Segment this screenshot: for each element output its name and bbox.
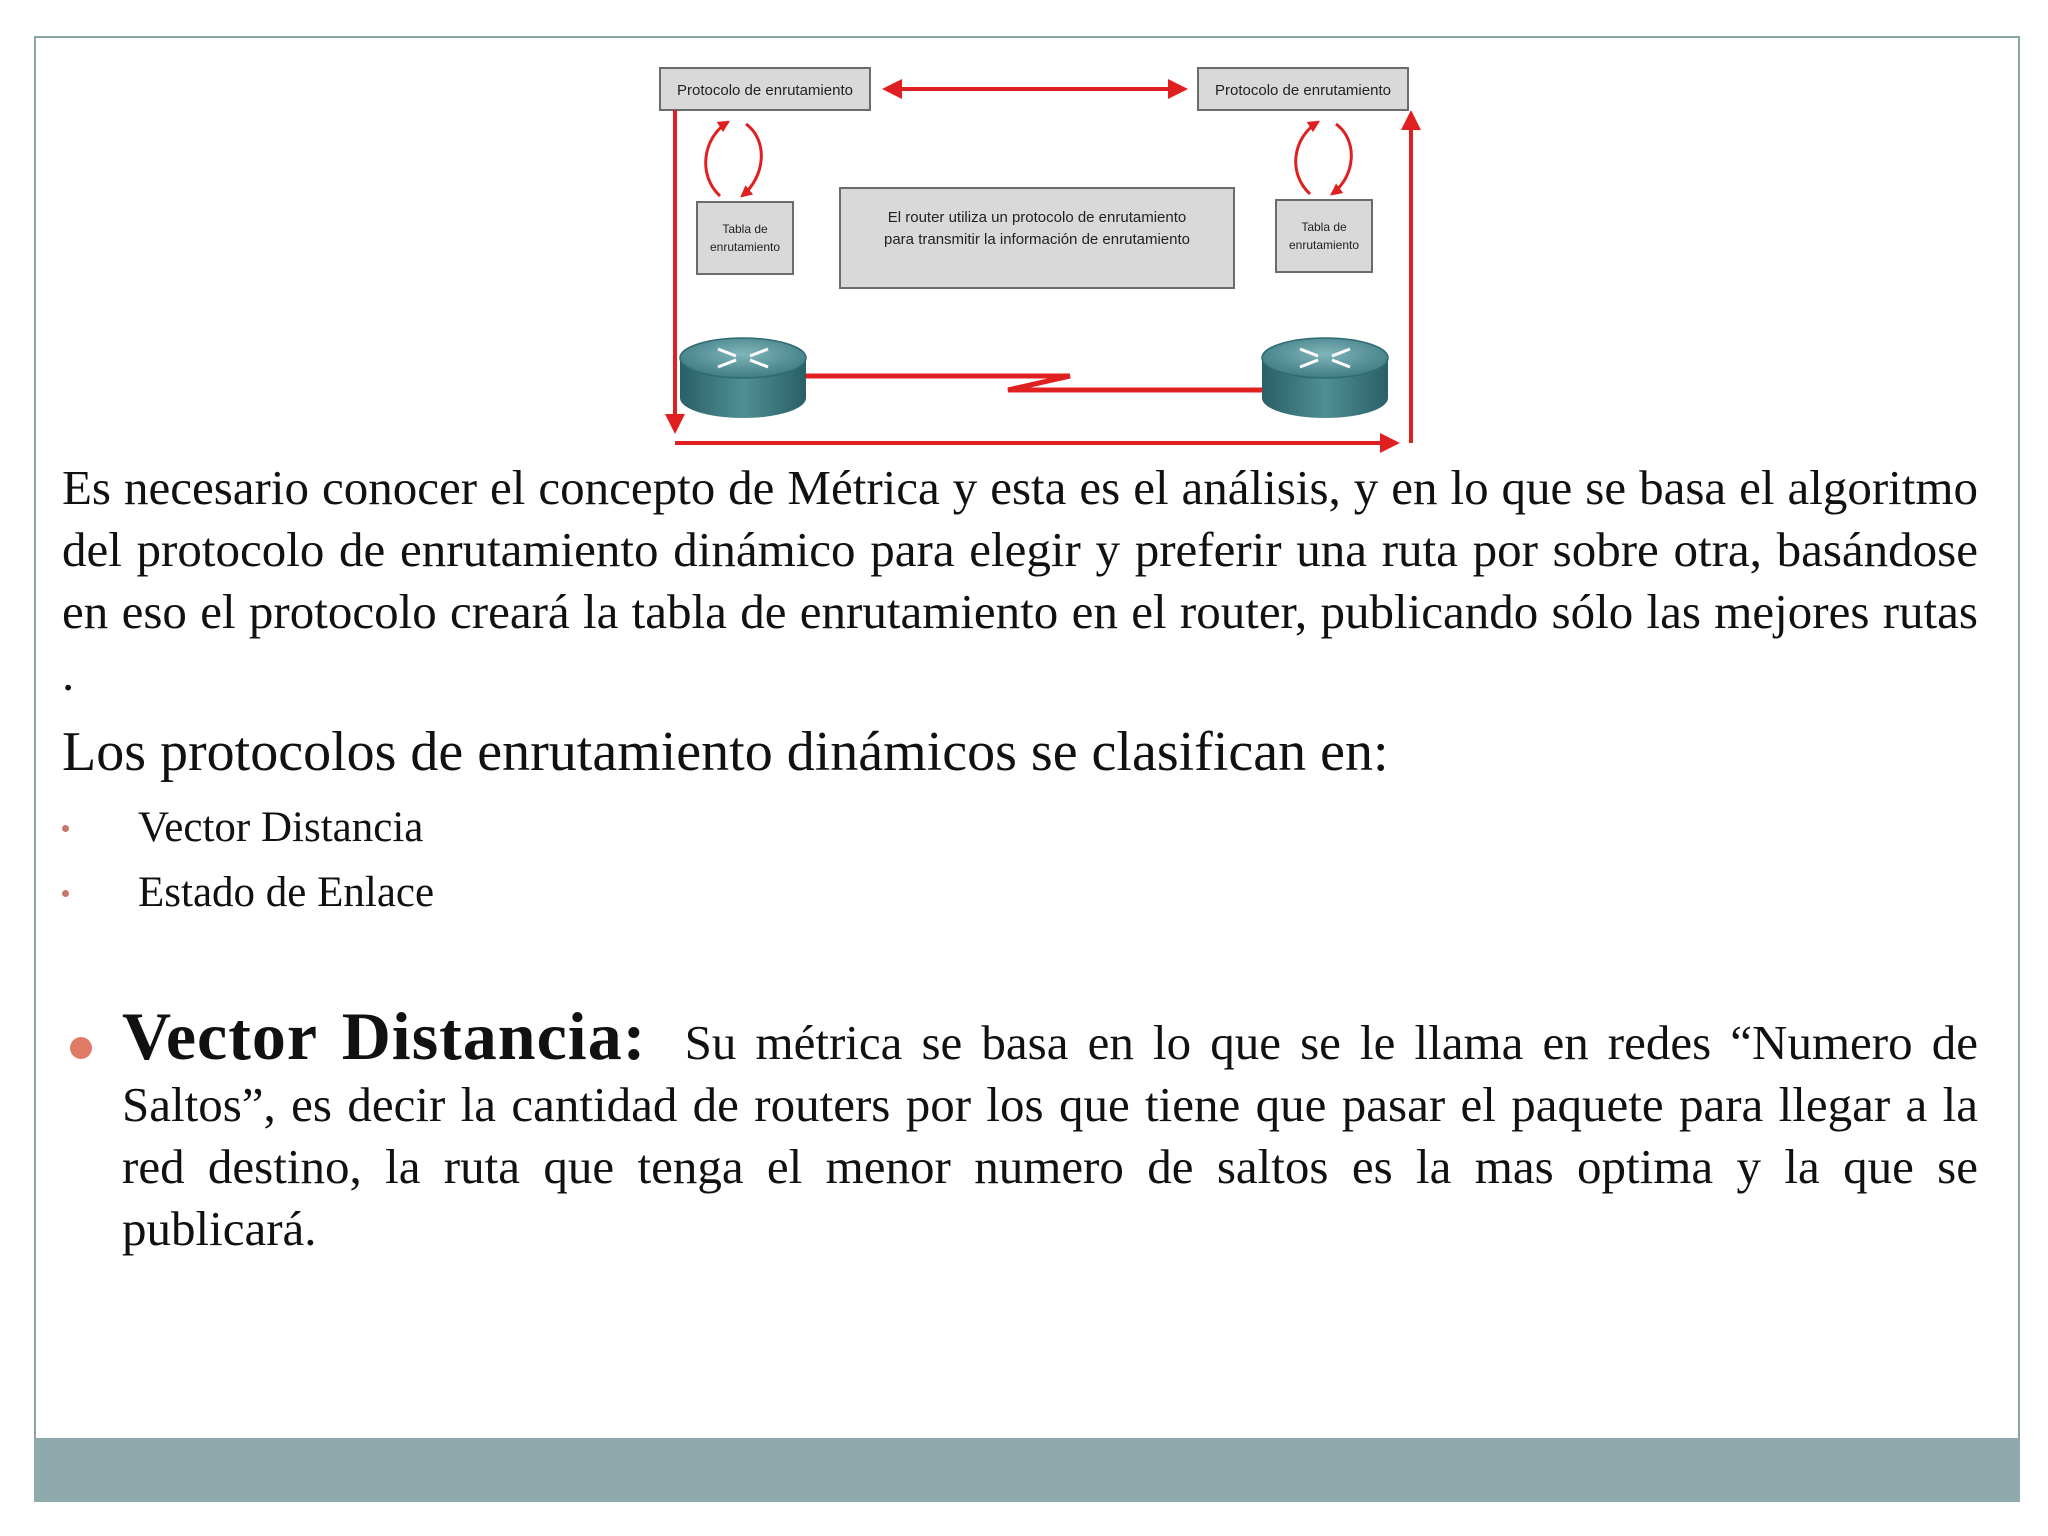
table-box-right-line2: enrutamiento [1288,238,1360,252]
footer-band [34,1438,2020,1502]
list-item-label: Estado de Enlace [138,869,435,916]
cycle-arrow-right-down [1332,124,1351,194]
table-box-left [697,202,793,274]
router-left-icon [680,338,806,418]
protocol-box-right-label: Protocolo de enrutamiento [1215,82,1391,99]
vector-distancia-description: Su métrica se basa en lo que se le llama en redes “Numero de Saltos”, es decir la cantidad de routers por los que tiene que pasar el paquete para llegar a la red destino, la ruta que tenga el menor numero de saltos es la mas optima y la que se publicará. [122,1015,1978,1256]
cycle-arrow-right-up [1296,122,1318,194]
vector-distancia-paragraph [122,998,1978,1260]
vector-distancia-term: Vector Distancia: [122,998,647,1074]
center-explanation-line1: El router utiliza un protocolo de enrutamiento [887,209,1187,226]
main-bullet-icon [70,1037,92,1059]
protocol-box-left-label: Protocolo de enrutamiento [677,82,853,99]
table-box-left-line1: Tabla de [722,222,768,236]
router-right-icon [1262,338,1388,418]
list-item [62,795,434,860]
table-box-right-line1: Tabla de [1301,220,1347,234]
bullet-icon [62,890,69,897]
protocol-box-right [1198,68,1408,110]
table-box-right [1276,200,1372,272]
table-box-left-line2: enrutamiento [709,240,781,254]
cycle-arrow-left-down [742,124,761,196]
bullet-icon [62,825,69,832]
list-item-label: Vector Distancia [138,804,424,851]
metric-paragraph: Es necesario conocer el concepto de Métrica y esta es el análisis, y en lo que se basa el algoritmo del protocolo de enrutamiento dinámico para elegir y preferir una ruta por sobre otra, basándose en eso el protocolo creará la tabla de enrutamiento en el router, publicando sólo las mejores rutas . [62,460,1978,701]
center-explanation-box [840,188,1234,288]
routing-protocol-diagram [640,58,1430,458]
protocol-box-left [660,68,870,110]
classification-list [62,795,434,925]
serial-link [790,376,1290,390]
cycle-arrow-left-up [706,122,728,196]
classification-heading: Los protocolos de enrutamiento dinámicos se clasifican en: [62,721,1389,783]
list-item [62,860,434,925]
center-explanation-line2: para transmitir la información de enrutamiento [884,231,1190,248]
